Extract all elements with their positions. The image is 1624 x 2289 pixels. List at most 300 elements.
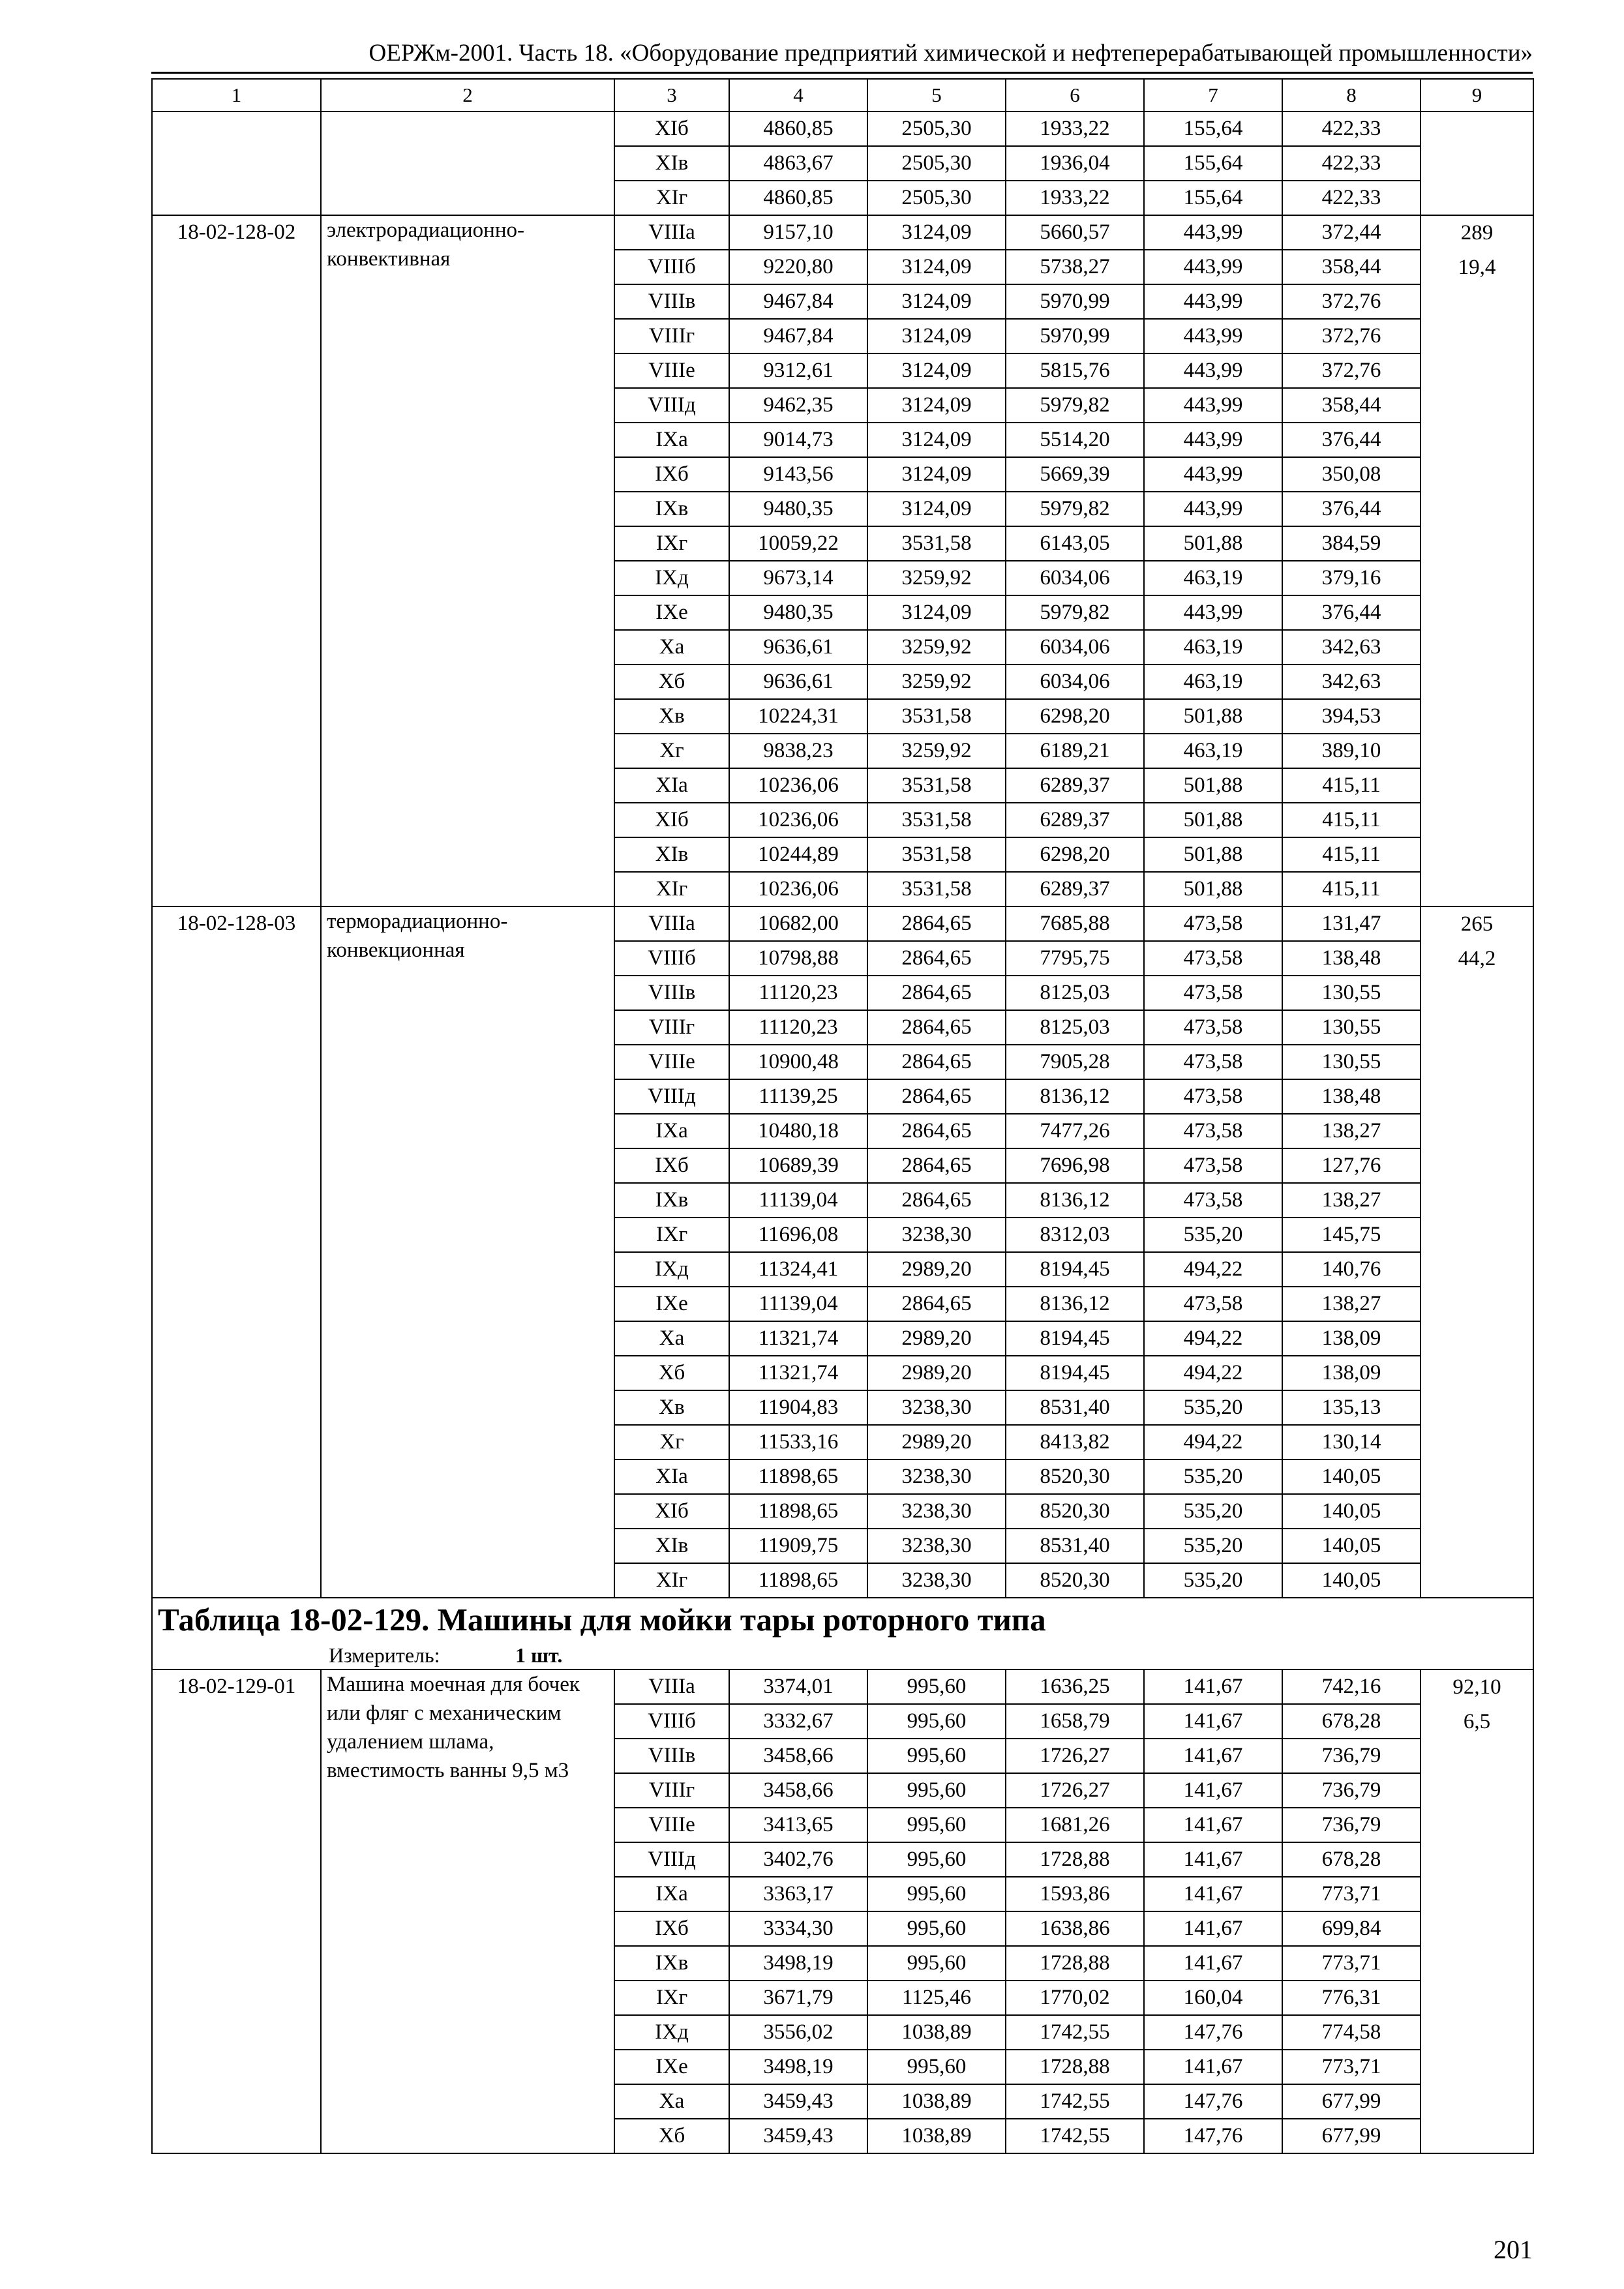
machine-cost: 1933,22 <box>1006 181 1144 215</box>
labor-cost: 2864,65 <box>867 1148 1006 1183</box>
machine-cost: 6289,37 <box>1006 768 1144 803</box>
machine-cost: 7905,28 <box>1006 1045 1144 1079</box>
total-cost: 11909,75 <box>729 1529 867 1563</box>
materials-cost: 422,33 <box>1282 146 1421 181</box>
materials-cost: 376,44 <box>1282 423 1421 457</box>
materials-cost: 138,27 <box>1282 1287 1421 1321</box>
labor-cost: 1038,89 <box>867 2015 1006 2050</box>
labor-cost: 3259,92 <box>867 734 1006 768</box>
labor-cost: 2505,30 <box>867 181 1006 215</box>
labor-cost: 3124,09 <box>867 284 1006 319</box>
labor-cost: 3259,92 <box>867 561 1006 595</box>
labor-cost: 2864,65 <box>867 1287 1006 1321</box>
materials-cost: 376,44 <box>1282 595 1421 630</box>
item-description: терморадиационно-конвекционная <box>321 906 614 1598</box>
labor-cost: 3124,09 <box>867 353 1006 388</box>
driver-wages: 501,88 <box>1144 803 1282 837</box>
driver-wages: 443,99 <box>1144 250 1282 284</box>
driver-wages: 141,67 <box>1144 1842 1282 1877</box>
materials-cost: 422,33 <box>1282 112 1421 146</box>
materials-cost: 372,76 <box>1282 353 1421 388</box>
column-number-row <box>152 79 1533 112</box>
labor-value: 44,2 <box>1458 947 1496 970</box>
table-row <box>152 1669 1533 1704</box>
total-cost: 3334,30 <box>729 1911 867 1946</box>
total-cost: 11898,65 <box>729 1563 867 1598</box>
labor-cost: 3238,30 <box>867 1459 1006 1494</box>
materials-cost: 736,79 <box>1282 1739 1421 1773</box>
materials-cost: 678,28 <box>1282 1704 1421 1739</box>
machine-cost: 6298,20 <box>1006 837 1144 872</box>
materials-cost: 773,71 <box>1282 1946 1421 1981</box>
total-cost: 11696,08 <box>729 1218 867 1252</box>
region-code: XIв <box>614 1529 729 1563</box>
machine-cost: 7696,98 <box>1006 1148 1144 1183</box>
region-code: IXв <box>614 492 729 526</box>
materials-cost: 773,71 <box>1282 1877 1421 1911</box>
materials-cost: 130,55 <box>1282 976 1421 1010</box>
labor-cost: 3531,58 <box>867 768 1006 803</box>
total-cost: 10682,00 <box>729 906 867 941</box>
region-code: IXг <box>614 1218 729 1252</box>
materials-cost: 415,11 <box>1282 768 1421 803</box>
region-code: Xб <box>614 665 729 699</box>
total-cost: 4860,85 <box>729 112 867 146</box>
total-cost: 3498,19 <box>729 2050 867 2084</box>
total-cost: 3671,79 <box>729 1981 867 2015</box>
region-code: XIб <box>614 1494 729 1529</box>
machine-cost: 8520,30 <box>1006 1494 1144 1529</box>
region-code: VIIIб <box>614 1704 729 1739</box>
region-code: VIIIв <box>614 284 729 319</box>
machine-cost: 8531,40 <box>1006 1390 1144 1425</box>
item-code-cell <box>152 112 321 215</box>
driver-wages: 494,22 <box>1144 1425 1282 1459</box>
total-cost: 3498,19 <box>729 1946 867 1981</box>
region-code: VIIIв <box>614 976 729 1010</box>
machine-cost: 1636,25 <box>1006 1669 1144 1704</box>
machine-cost: 6289,37 <box>1006 872 1144 906</box>
region-code: IXв <box>614 1183 729 1218</box>
item-description: Машина моечная для бочек или фляг с механическим удалением шлама, вместимость ванны 9,5 м3 <box>321 1669 614 2153</box>
driver-wages: 141,67 <box>1144 1911 1282 1946</box>
total-cost: 10236,06 <box>729 872 867 906</box>
materials-cost: 342,63 <box>1282 665 1421 699</box>
materials-cost: 384,59 <box>1282 526 1421 561</box>
region-code: XIа <box>614 1459 729 1494</box>
region-code: VIIIд <box>614 1079 729 1114</box>
region-code: VIIIд <box>614 1842 729 1877</box>
region-code: IXг <box>614 1981 729 2015</box>
total-cost: 4863,67 <box>729 146 867 181</box>
materials-cost: 138,48 <box>1282 1079 1421 1114</box>
materials-cost: 415,11 <box>1282 803 1421 837</box>
labor-cost: 3531,58 <box>867 526 1006 561</box>
driver-wages: 473,58 <box>1144 1010 1282 1045</box>
total-cost: 9467,84 <box>729 319 867 353</box>
region-code: Xв <box>614 699 729 734</box>
materials-cost: 677,99 <box>1282 2119 1421 2153</box>
item-code: 18-02-129-01 <box>177 1675 296 1698</box>
driver-wages: 463,19 <box>1144 630 1282 665</box>
driver-wages: 473,58 <box>1144 1079 1282 1114</box>
labor-cost: 995,60 <box>867 1808 1006 1842</box>
labor-cost: 995,60 <box>867 1704 1006 1739</box>
page-number: 201 <box>1494 2235 1533 2264</box>
labor-values-cell <box>1421 215 1533 906</box>
total-cost: 9157,10 <box>729 215 867 250</box>
region-code: IXа <box>614 1114 729 1148</box>
col-num-2: 2 <box>321 79 614 112</box>
region-code: XIв <box>614 837 729 872</box>
materials-cost: 138,27 <box>1282 1183 1421 1218</box>
labor-cost: 3238,30 <box>867 1390 1006 1425</box>
labor-cost: 3238,30 <box>867 1218 1006 1252</box>
machine-cost: 1742,55 <box>1006 2084 1144 2119</box>
labor-values-cell <box>1421 1669 1533 2153</box>
machine-cost: 5514,20 <box>1006 423 1144 457</box>
region-code: XIб <box>614 803 729 837</box>
item-description <box>321 112 614 215</box>
machine-cost: 5669,39 <box>1006 457 1144 492</box>
table-row <box>152 215 1533 250</box>
materials-cost: 736,79 <box>1282 1808 1421 1842</box>
region-code: Xа <box>614 1321 729 1356</box>
driver-wages: 473,58 <box>1144 906 1282 941</box>
region-code: VIIIа <box>614 1669 729 1704</box>
region-code: Xб <box>614 2119 729 2153</box>
driver-wages: 535,20 <box>1144 1563 1282 1598</box>
total-cost: 9480,35 <box>729 492 867 526</box>
unit-line <box>158 1641 1533 1669</box>
region-code: VIIIе <box>614 353 729 388</box>
machine-cost: 6189,21 <box>1006 734 1144 768</box>
machine-cost: 1593,86 <box>1006 1877 1144 1911</box>
driver-wages: 155,64 <box>1144 112 1282 146</box>
labor-cost: 2505,30 <box>867 112 1006 146</box>
region-code: IXе <box>614 595 729 630</box>
total-cost: 11324,41 <box>729 1252 867 1287</box>
machine-cost: 1742,55 <box>1006 2015 1144 2050</box>
region-code: XIв <box>614 146 729 181</box>
total-cost: 3556,02 <box>729 2015 867 2050</box>
labor-cost: 3124,09 <box>867 250 1006 284</box>
driver-wages: 473,58 <box>1144 941 1282 976</box>
machine-cost: 1681,26 <box>1006 1808 1144 1842</box>
table-title: Таблица 18-02-129. Машины для мойки тары роторного типа <box>158 1602 1046 1638</box>
col-num-6: 6 <box>1006 79 1144 112</box>
region-code: IXа <box>614 423 729 457</box>
region-code: IXг <box>614 526 729 561</box>
labor-cost: 2989,20 <box>867 1356 1006 1390</box>
total-cost: 11321,74 <box>729 1356 867 1390</box>
machine-cost: 1726,27 <box>1006 1773 1144 1808</box>
region-code: VIIIг <box>614 1010 729 1045</box>
driver-wages: 443,99 <box>1144 215 1282 250</box>
machine-cost: 7685,88 <box>1006 906 1144 941</box>
machine-cost: 5970,99 <box>1006 284 1144 319</box>
total-cost: 11904,83 <box>729 1390 867 1425</box>
item-code: 18-02-128-02 <box>177 220 296 244</box>
labor-cost: 3531,58 <box>867 803 1006 837</box>
labor-cost: 1038,89 <box>867 2119 1006 2153</box>
driver-wages: 463,19 <box>1144 734 1282 768</box>
materials-cost: 774,58 <box>1282 2015 1421 2050</box>
region-code: IXе <box>614 1287 729 1321</box>
labor-cost: 3238,30 <box>867 1529 1006 1563</box>
header-rule <box>151 72 1533 74</box>
machine-cost: 5970,99 <box>1006 319 1144 353</box>
total-cost: 3374,01 <box>729 1669 867 1704</box>
region-code: IXа <box>614 1877 729 1911</box>
labor-value: 289 <box>1460 221 1494 245</box>
table-row <box>152 906 1533 941</box>
machine-cost: 1933,22 <box>1006 112 1144 146</box>
materials-cost: 773,71 <box>1282 2050 1421 2084</box>
region-code: XIг <box>614 1563 729 1598</box>
labor-cost: 2989,20 <box>867 1425 1006 1459</box>
total-cost: 11139,04 <box>729 1183 867 1218</box>
total-cost: 3413,65 <box>729 1808 867 1842</box>
labor-cost: 2864,65 <box>867 1045 1006 1079</box>
total-cost: 3458,66 <box>729 1773 867 1808</box>
driver-wages: 473,58 <box>1144 1148 1282 1183</box>
materials-cost: 138,09 <box>1282 1356 1421 1390</box>
total-cost: 9636,61 <box>729 665 867 699</box>
driver-wages: 535,20 <box>1144 1218 1282 1252</box>
driver-wages: 501,88 <box>1144 768 1282 803</box>
total-cost: 3402,76 <box>729 1842 867 1877</box>
labor-values-cell <box>1421 112 1533 215</box>
table-body-129 <box>152 1669 1533 2153</box>
total-cost: 10059,22 <box>729 526 867 561</box>
region-code: Xг <box>614 734 729 768</box>
machine-cost: 1728,88 <box>1006 1946 1144 1981</box>
machine-cost: 1728,88 <box>1006 1842 1144 1877</box>
machine-cost: 8194,45 <box>1006 1321 1144 1356</box>
total-cost: 11533,16 <box>729 1425 867 1459</box>
region-code: IXв <box>614 1946 729 1981</box>
machine-cost: 5738,27 <box>1006 250 1144 284</box>
region-code: VIIIа <box>614 906 729 941</box>
total-cost: 11139,04 <box>729 1287 867 1321</box>
machine-cost: 7477,26 <box>1006 1114 1144 1148</box>
materials-cost: 130,14 <box>1282 1425 1421 1459</box>
driver-wages: 147,76 <box>1144 2084 1282 2119</box>
materials-cost: 372,76 <box>1282 284 1421 319</box>
labor-cost: 3124,09 <box>867 388 1006 423</box>
machine-cost: 1770,02 <box>1006 1981 1144 2015</box>
region-code: Xб <box>614 1356 729 1390</box>
total-cost: 11898,65 <box>729 1459 867 1494</box>
col-num-1: 1 <box>152 79 321 112</box>
region-code: IXд <box>614 2015 729 2050</box>
materials-cost: 372,76 <box>1282 319 1421 353</box>
region-code: Xа <box>614 630 729 665</box>
machine-cost: 1658,79 <box>1006 1704 1144 1739</box>
region-code: XIа <box>614 768 729 803</box>
region-code: XIг <box>614 181 729 215</box>
total-cost: 10236,06 <box>729 768 867 803</box>
col-num-4: 4 <box>729 79 867 112</box>
machine-cost: 5815,76 <box>1006 353 1144 388</box>
col-num-7: 7 <box>1144 79 1282 112</box>
labor-values-cell <box>1421 906 1533 1598</box>
driver-wages: 141,67 <box>1144 1669 1282 1704</box>
labor-cost: 995,60 <box>867 1911 1006 1946</box>
labor-cost: 995,60 <box>867 2050 1006 2084</box>
region-code: Xг <box>614 1425 729 1459</box>
materials-cost: 372,44 <box>1282 215 1421 250</box>
machine-cost: 8125,03 <box>1006 1010 1144 1045</box>
item-description: электрорадиационно-конвективная <box>321 215 614 906</box>
materials-cost: 127,76 <box>1282 1148 1421 1183</box>
col-num-8: 8 <box>1282 79 1421 112</box>
region-code: VIIIд <box>614 388 729 423</box>
labor-value: 19,4 <box>1458 256 1496 279</box>
labor-cost: 2864,65 <box>867 1114 1006 1148</box>
driver-wages: 473,58 <box>1144 976 1282 1010</box>
machine-cost: 1742,55 <box>1006 2119 1144 2153</box>
region-code: IXб <box>614 1911 729 1946</box>
driver-wages: 443,99 <box>1144 388 1282 423</box>
materials-cost: 358,44 <box>1282 250 1421 284</box>
machine-cost: 8413,82 <box>1006 1425 1144 1459</box>
section-title-row <box>152 1598 1533 1669</box>
driver-wages: 155,64 <box>1144 146 1282 181</box>
materials-cost: 342,63 <box>1282 630 1421 665</box>
table-section-129 <box>152 1598 1533 1669</box>
machine-cost: 8136,12 <box>1006 1183 1144 1218</box>
total-cost: 9220,80 <box>729 250 867 284</box>
total-cost: 11120,23 <box>729 1010 867 1045</box>
machine-cost: 1936,04 <box>1006 146 1144 181</box>
total-cost: 9462,35 <box>729 388 867 423</box>
machine-cost: 8136,12 <box>1006 1079 1144 1114</box>
machine-cost: 5979,82 <box>1006 492 1144 526</box>
materials-cost: 138,48 <box>1282 941 1421 976</box>
machine-cost: 5979,82 <box>1006 388 1144 423</box>
labor-cost: 3124,09 <box>867 215 1006 250</box>
materials-cost: 415,11 <box>1282 837 1421 872</box>
region-code: VIIIа <box>614 215 729 250</box>
labor-cost: 3124,09 <box>867 492 1006 526</box>
machine-cost: 6298,20 <box>1006 699 1144 734</box>
materials-cost: 140,05 <box>1282 1459 1421 1494</box>
driver-wages: 463,19 <box>1144 561 1282 595</box>
labor-cost: 3531,58 <box>867 872 1006 906</box>
driver-wages: 535,20 <box>1144 1494 1282 1529</box>
total-cost: 9467,84 <box>729 284 867 319</box>
labor-cost: 995,60 <box>867 1773 1006 1808</box>
labor-cost: 2864,65 <box>867 941 1006 976</box>
materials-cost: 130,55 <box>1282 1010 1421 1045</box>
labor-cost: 3259,92 <box>867 665 1006 699</box>
materials-cost: 358,44 <box>1282 388 1421 423</box>
labor-cost: 1125,46 <box>867 1981 1006 2015</box>
unit-label: Измеритель: <box>329 1643 440 1667</box>
region-code: VIIIб <box>614 941 729 976</box>
driver-wages: 535,20 <box>1144 1390 1282 1425</box>
table-row <box>152 112 1533 146</box>
driver-wages: 160,04 <box>1144 1981 1282 2015</box>
driver-wages: 443,99 <box>1144 423 1282 457</box>
driver-wages: 501,88 <box>1144 526 1282 561</box>
total-cost: 3459,43 <box>729 2084 867 2119</box>
machine-cost: 8520,30 <box>1006 1563 1144 1598</box>
driver-wages: 147,76 <box>1144 2119 1282 2153</box>
rates-table <box>151 78 1534 2154</box>
region-code: VIIIе <box>614 1045 729 1079</box>
machine-cost: 8194,45 <box>1006 1252 1144 1287</box>
total-cost: 11139,25 <box>729 1079 867 1114</box>
region-code: IXб <box>614 457 729 492</box>
labor-cost: 2864,65 <box>867 906 1006 941</box>
driver-wages: 155,64 <box>1144 181 1282 215</box>
total-cost: 3458,66 <box>729 1739 867 1773</box>
labor-cost: 3531,58 <box>867 837 1006 872</box>
driver-wages: 535,20 <box>1144 1459 1282 1494</box>
machine-cost: 6034,06 <box>1006 665 1144 699</box>
driver-wages: 141,67 <box>1144 1773 1282 1808</box>
labor-cost: 3259,92 <box>867 630 1006 665</box>
region-code: VIIIе <box>614 1808 729 1842</box>
materials-cost: 138,27 <box>1282 1114 1421 1148</box>
machine-cost: 8125,03 <box>1006 976 1144 1010</box>
total-cost: 3459,43 <box>729 2119 867 2153</box>
total-cost: 10244,89 <box>729 837 867 872</box>
total-cost: 11321,74 <box>729 1321 867 1356</box>
col-num-9: 9 <box>1421 79 1533 112</box>
driver-wages: 535,20 <box>1144 1529 1282 1563</box>
materials-cost: 389,10 <box>1282 734 1421 768</box>
driver-wages: 141,67 <box>1144 1877 1282 1911</box>
total-cost: 10798,88 <box>729 941 867 976</box>
region-code: Xв <box>614 1390 729 1425</box>
labor-cost: 3124,09 <box>867 423 1006 457</box>
region-code: XIг <box>614 872 729 906</box>
labor-cost: 3124,09 <box>867 595 1006 630</box>
labor-cost: 2989,20 <box>867 1321 1006 1356</box>
materials-cost: 140,05 <box>1282 1563 1421 1598</box>
total-cost: 9636,61 <box>729 630 867 665</box>
region-code: IXе <box>614 2050 729 2084</box>
item-code-cell <box>152 906 321 1598</box>
materials-cost: 135,13 <box>1282 1390 1421 1425</box>
unit-value: 1 шт. <box>515 1643 563 1667</box>
materials-cost: 145,75 <box>1282 1218 1421 1252</box>
section-title-cell <box>152 1598 1533 1669</box>
item-code-cell <box>152 1669 321 2153</box>
total-cost: 4860,85 <box>729 181 867 215</box>
total-cost: 3363,17 <box>729 1877 867 1911</box>
labor-cost: 3531,58 <box>867 699 1006 734</box>
driver-wages: 443,99 <box>1144 595 1282 630</box>
total-cost: 9838,23 <box>729 734 867 768</box>
machine-cost: 6034,06 <box>1006 630 1144 665</box>
total-cost: 9143,56 <box>729 457 867 492</box>
materials-cost: 350,08 <box>1282 457 1421 492</box>
materials-cost: 699,84 <box>1282 1911 1421 1946</box>
materials-cost: 678,28 <box>1282 1842 1421 1877</box>
labor-value: 6,5 <box>1463 1710 1491 1733</box>
driver-wages: 443,99 <box>1144 353 1282 388</box>
driver-wages: 141,67 <box>1144 1739 1282 1773</box>
labor-cost: 995,60 <box>867 1739 1006 1773</box>
total-cost: 3332,67 <box>729 1704 867 1739</box>
labor-cost: 2864,65 <box>867 1010 1006 1045</box>
driver-wages: 494,22 <box>1144 1356 1282 1390</box>
